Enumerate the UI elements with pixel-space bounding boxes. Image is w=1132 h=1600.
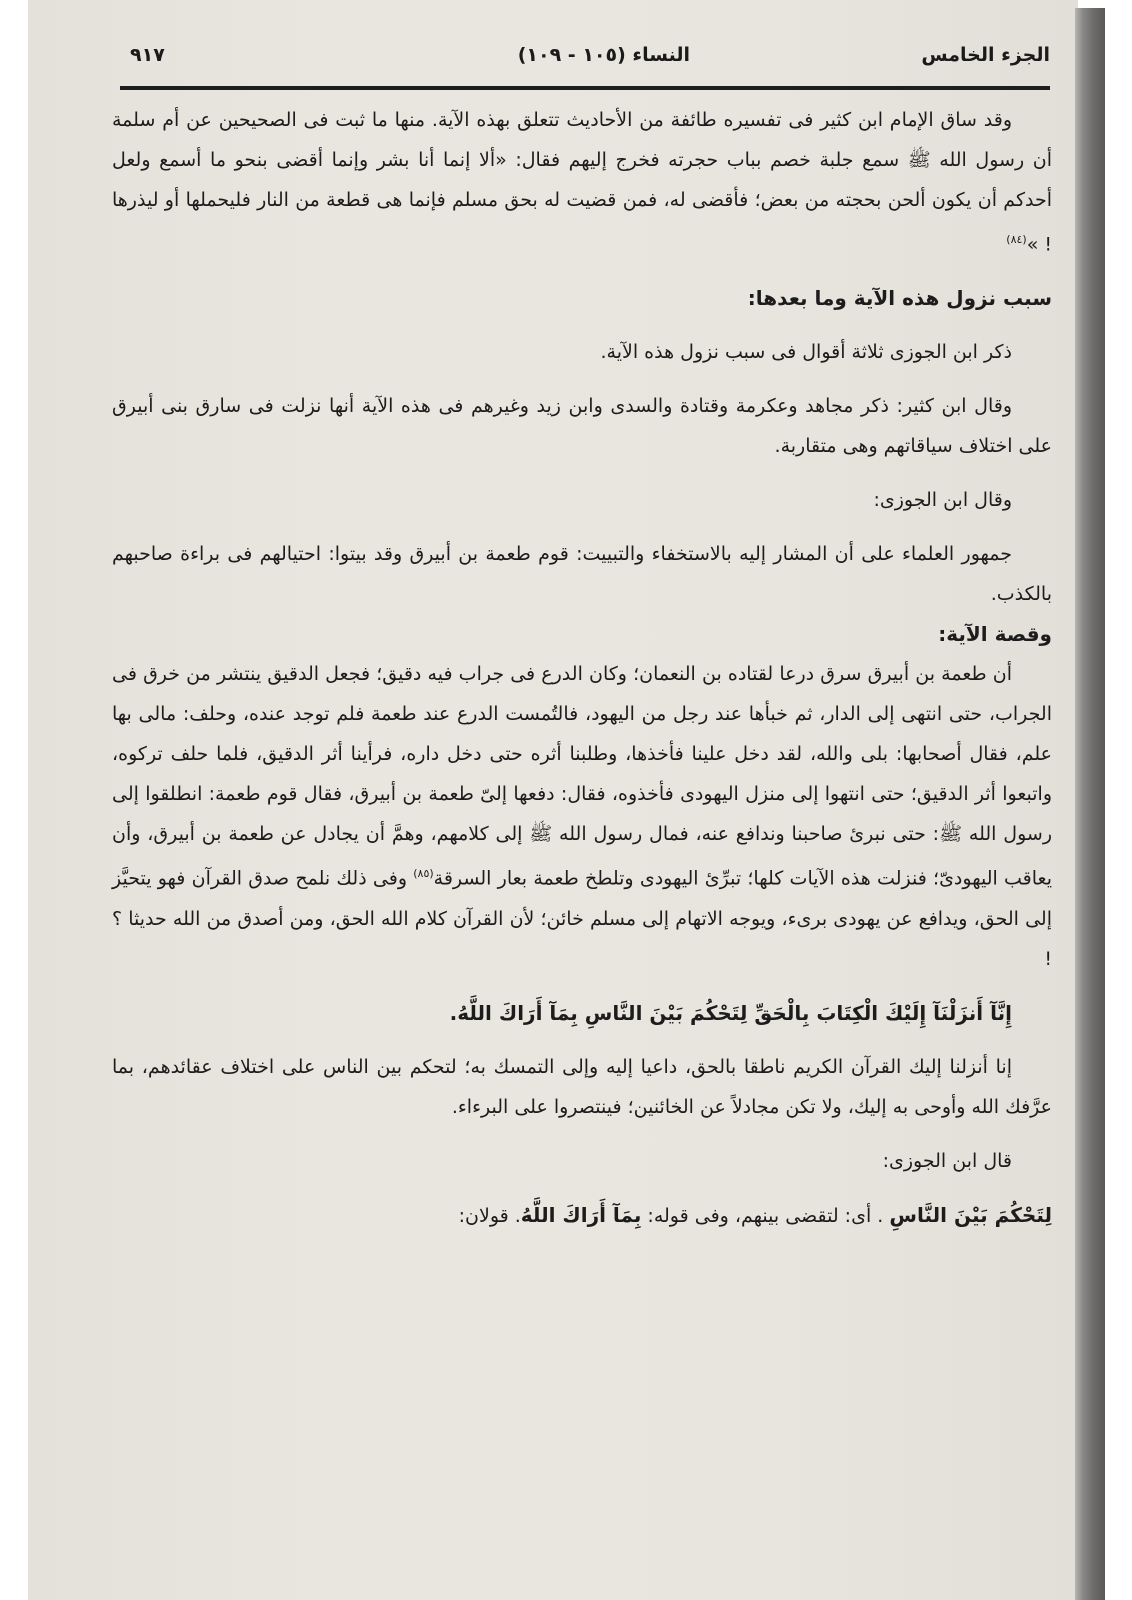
page-body	[112, 100, 1052, 1236]
footnote-marker: (٨٤)	[1006, 233, 1027, 246]
paragraph: جمهور العلماء على أن المشار إليه بالاستخفاء والتبييت: قوم طعمة بن أبيرق وقد بيتوا: احتيالهم فى براءة صاحبهم بالكذب.	[112, 543, 1052, 606]
paragraph: ذكر ابن الجوزى ثلاثة أقوال فى سبب نزول هذه الآية.	[600, 341, 1012, 364]
paragraph: إنا أنزلنا إليك القرآن الكريم ناطقا بالحق، داعيا إليه وإلى التمسك به؛ لتحكم بين الناس على اختلاف عقائدهم، بما عرَّفك الله وأوحى به إليك، ولا تكن مجادلاً عن الخائنين؛ فينتصروا على البرءاء.	[112, 1055, 1052, 1118]
page-header	[120, 40, 1050, 80]
running-head-surah: النساء (١٠٥ - ١٠٩)	[517, 44, 690, 66]
footnote-marker: (٨٥)	[413, 867, 434, 881]
section-heading-story: وقصة الآية:	[938, 622, 1052, 647]
section-heading-asbab: سبب نزول هذه الآية وما بعدها:	[747, 286, 1052, 311]
page-number: ٩١٧	[130, 44, 165, 66]
paragraph-hadith: وقد ساق الإمام ابن كثير فى تفسيره طائفة من الأحاديث تتعلق بهذه الآية. منها ما ثبت فى الصحيحين عن أم سلمة أن رسول الله ﷺ سمع جلبة خصم بباب حجرته فخرج إليهم فقال: «ألا إنما أنا بشر وإنما أقضى بنحو ما أسمع ولعل أحدكم أن يكون ألحن بحجته من بعض؛ فأقضى له، فمن قضيت له بحق مسلم فإنما هى قطعة من النار فليحملها أو ليذرها ! »$^{(٨٤)}$	[112, 109, 1052, 256]
running-head-part: الجزء الخامس	[921, 44, 1050, 66]
quran-verse: إِنَّآ أَنزَلْنَآ إِلَيْكَ الْكِتَابَ بِالْحَقِّ لِتَحْكُمَ بَيْنَ النَّاسِ بِمَآ أَرَاكَ اللَّهُ.	[449, 1000, 1012, 1025]
book-binding-shadow	[1075, 8, 1105, 1600]
paragraph-story: أن طعمة بن أبيرق سرق درعا لقتاده بن النعمان؛ وكان الدرع فى جراب فيه دقيق؛ فجعل الدقيق ينتشر من خرق فى الجراب، حتى انتهى إلى الدار، ثم خبأها عند رجل من اليهود، فالتُمست الدرع عند طعمة فلم توجد عنده، وحلف: مالى بها علم، فقال أصحابها: بلى والله، لقد دخل علينا فأخذها، وطلبنا أثره حتى دخل داره، فرأينا أثر الدقيق، فلما حلف تركوه، واتبعوا أثر الدقيق؛ حتى انتهوا إلى منزل اليهودى فأخذوه، فقال: دفعها إلىّ طعمة بن أبيرق، فقال قوم طعمة: انطلقوا إلى رسول الله ﷺ: حتى نبرئ صاحبنا وندافع عنه، فمال رسول الله ﷺ إلى كلامهم، وهمَّ أن يجادل عن طعمة بن أبيرق، وأن يعاقب اليهودىّ؛ فنزلت هذه الآيات كلها؛ تبرِّئ اليهودى وتلطخ طعمة بعار السرقة$^{(٨٥)}$ وفى ذلك نلمح صدق القرآن فهو يتحيَّز إلى الحق، ويدافع عن يهودى برىء، ويوجه الاتهام إلى مسلم خائن؛ لأن القرآن كلام الله الحق، ومن أصدق من الله حديثا ؟ !	[112, 663, 1052, 970]
header-rule	[120, 86, 1050, 90]
paragraph: وقال ابن كثير: ذكر مجاهد وعكرمة وقتادة والسدى وابن زيد وغيرهم فى هذه الآية أنها نزلت فى سارق بنى أبيرق على اختلاف سياقاتهم وهى متقاربة.	[112, 395, 1052, 458]
paragraph: قال ابن الجوزى:	[882, 1149, 1012, 1172]
paragraph: وقال ابن الجوزى:	[873, 489, 1012, 512]
paragraph-commentary: لِتَحْكُمَ بَيْنَ النَّاسِ . أى: لتقضى بينهم، وفى قوله: بِمَآ أَرَاكَ اللَّهُ. قولان:	[458, 1202, 1052, 1227]
